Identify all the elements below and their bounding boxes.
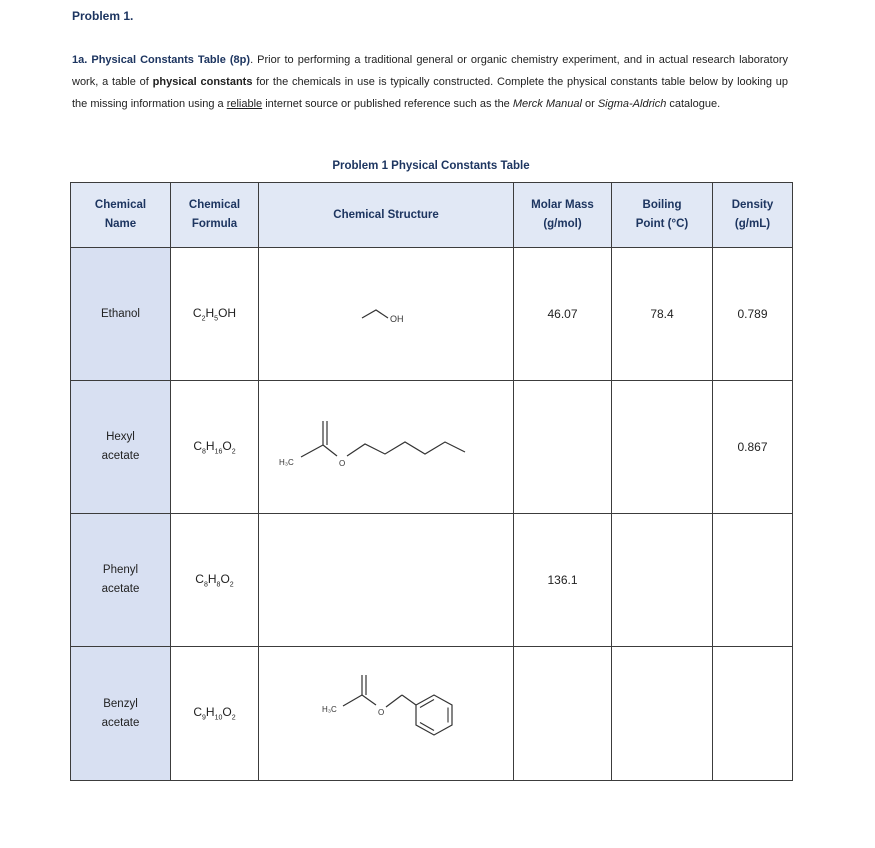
intro-tail: catalogue. [666,98,721,110]
boiling-point-cell [612,647,713,781]
molar-mass-cell: 136.1 [514,514,612,647]
header-row [71,183,793,248]
svg-text:OH: OH [390,314,404,324]
chemical-name-cell: Hexyl acetate [71,381,171,514]
molar-mass-cell [514,381,612,514]
molar-mass-cell: 46.07 [514,248,612,381]
molar-mass-cell [514,647,612,781]
chemical-name-cell: Ethanol [71,248,171,381]
underlined-word: reliable [226,98,263,110]
formula-cell: $C_9H_{10}O_2$ [171,647,259,781]
reference-sigma: Sigma-Aldrich [597,98,667,110]
formula-cell: $C_2H_5OH$ [171,248,259,381]
instructions-paragraph [72,49,788,115]
density-cell: 0.867 [713,381,793,514]
header-density: Density (g/mL) [713,183,793,248]
structure-cell [259,248,514,381]
intro-text-1: . Prior to performing a traditional general or organic chemistry experiment, and in actual research laboratory work, a table of [72,54,788,88]
bold-term: physical constants [152,76,253,88]
boiling-point-cell [612,514,713,647]
density-cell [713,514,793,647]
intro-or: or [581,98,598,110]
table-title: Problem 1 Physical Constants Table [332,160,530,172]
table-row [71,514,793,647]
benzyl-acetate-structure [286,669,486,759]
intro-text-2: for the chemicals in use is typically constructed. Complete the physical constants table below by looking up the missing information using a [72,76,788,110]
svg-text:H₃C: H₃C [322,704,337,714]
chemical-name-cell: Phenyl acetate [71,514,171,647]
header-chemical-name: Chemical Name [71,183,171,248]
header-molar-mass: Molar Mass (g/mol) [514,183,612,248]
table-row [71,381,793,514]
boiling-point-cell: 78.4 [612,248,713,381]
structure-cell [259,647,514,781]
problem-heading: Problem 1. [72,9,134,23]
physical-constants-table [70,182,793,781]
task-title: 1a. Physical Constants Table (8p) [72,54,251,66]
ethanol-structure [326,294,446,334]
table-row [71,647,793,781]
density-cell [713,647,793,781]
header-chemical-structure: Chemical Structure [259,183,514,248]
formula-cell: $C_8H_{16}O_2$ [171,381,259,514]
header-boiling-point: Boiling Point (°C) [612,183,713,248]
svg-text:H₃C: H₃C [279,458,294,467]
density-cell: 0.789 [713,248,793,381]
chemical-name-cell: Benzyl acetate [71,647,171,781]
structure-cell [259,514,514,647]
reference-merck: Merck Manual [512,98,582,110]
boiling-point-cell [612,381,713,514]
intro-text-3: internet source or published reference such as the [262,98,513,110]
table-row [71,248,793,381]
structure-cell [259,381,514,514]
svg-text:O: O [378,707,385,717]
formula-cell: $C_8H_8O_2$ [171,514,259,647]
svg-text:O: O [339,459,346,468]
header-chemical-formula: Chemical Formula [171,183,259,248]
hexyl-acetate-structure [261,412,511,482]
